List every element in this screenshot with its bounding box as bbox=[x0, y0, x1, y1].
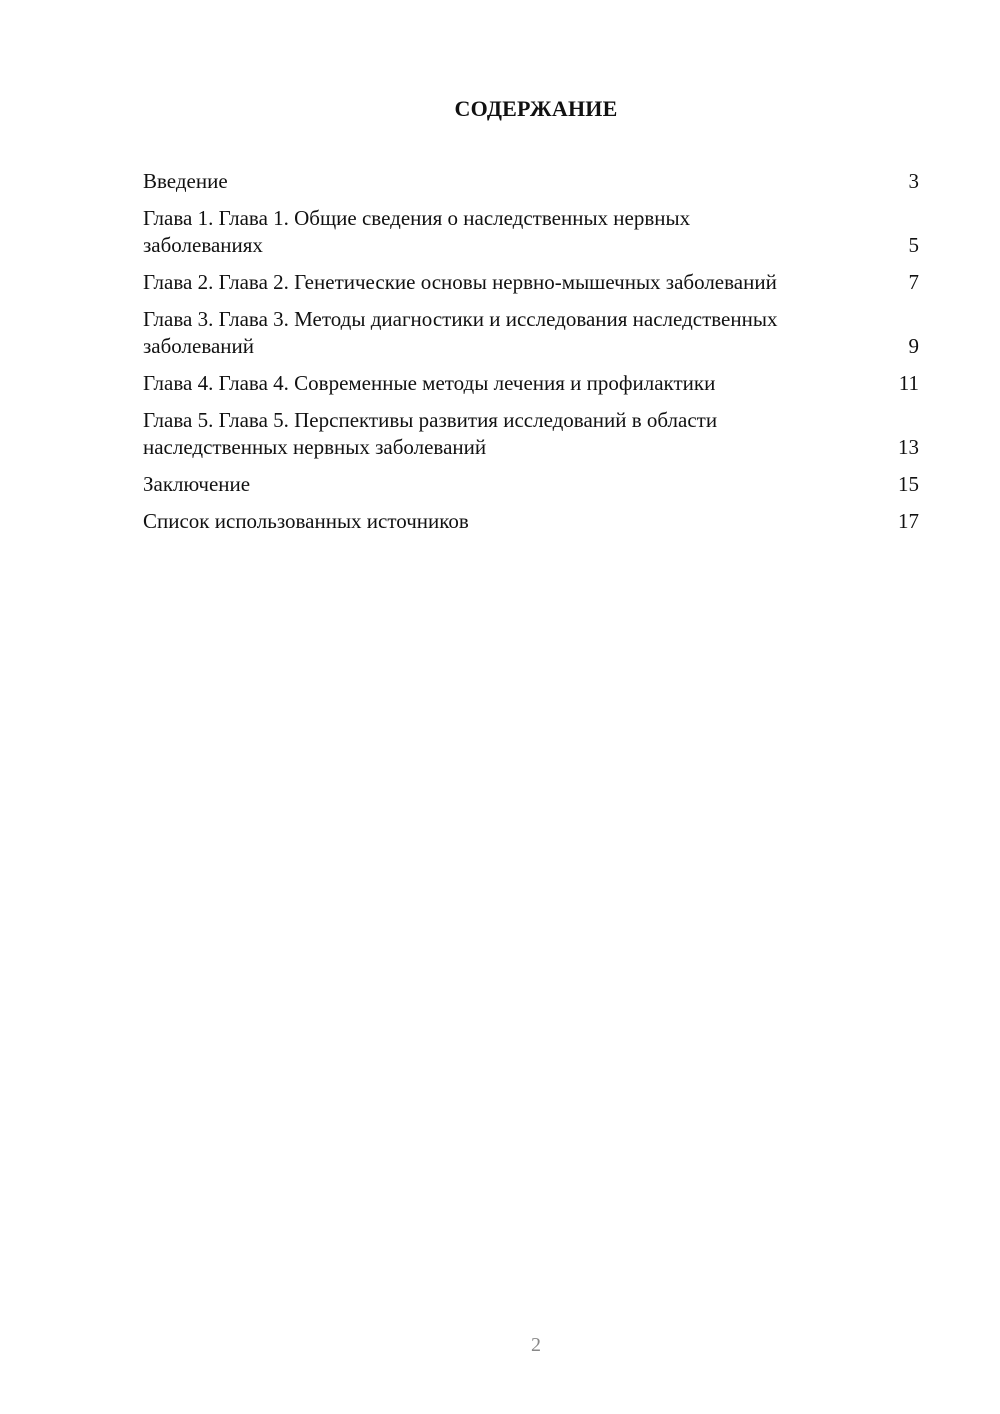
toc-entry-page-number: 17 bbox=[898, 509, 919, 533]
toc-title: СОДЕРЖАНИЕ bbox=[454, 96, 618, 121]
toc-entry-text: Глава 4. Глава 4. Современные методы лечения и профилактики bbox=[143, 371, 716, 395]
toc-entry-introduction[interactable] bbox=[143, 168, 919, 195]
table-of-contents bbox=[143, 168, 919, 545]
toc-entry-page-number: 9 bbox=[908, 334, 919, 358]
toc-entry-references[interactable] bbox=[143, 508, 919, 535]
toc-entry-text: Глава 2. Глава 2. Генетические основы нервно-мышечных заболеваний bbox=[143, 270, 777, 294]
toc-entry-page-number: 5 bbox=[908, 233, 919, 257]
toc-entry-page-number: 7 bbox=[908, 270, 919, 294]
toc-entry-chapter-4[interactable] bbox=[143, 370, 919, 397]
toc-entry-chapter-3[interactable] bbox=[143, 306, 919, 360]
toc-entry-chapter-1[interactable] bbox=[143, 205, 919, 259]
toc-entry-conclusion[interactable] bbox=[143, 471, 919, 498]
toc-entry-text: Глава 3. Глава 3. Методы диагностики и исследования наследственных заболеваний bbox=[143, 307, 778, 358]
toc-entry-text: Заключение bbox=[143, 472, 251, 496]
toc-entry-text: Введение bbox=[143, 169, 228, 193]
toc-entry-page-number: 13 bbox=[898, 435, 919, 459]
toc-entry-page-number: 11 bbox=[898, 371, 919, 395]
page-number: 2 bbox=[531, 1334, 541, 1356]
toc-entry-chapter-5[interactable] bbox=[143, 407, 919, 461]
toc-entry-text: Список использованных источников bbox=[143, 509, 469, 533]
toc-entry-text: Глава 5. Глава 5. Перспективы развития исследований в области наследственных нервных заболеваний bbox=[143, 408, 718, 459]
toc-entry-page-number: 15 bbox=[898, 472, 919, 496]
toc-entry-page-number: 3 bbox=[908, 169, 919, 193]
toc-entry-text: Глава 1. Глава 1. Общие сведения о наследственных нервных заболеваниях bbox=[143, 206, 691, 257]
toc-entry-chapter-2[interactable] bbox=[143, 269, 919, 296]
